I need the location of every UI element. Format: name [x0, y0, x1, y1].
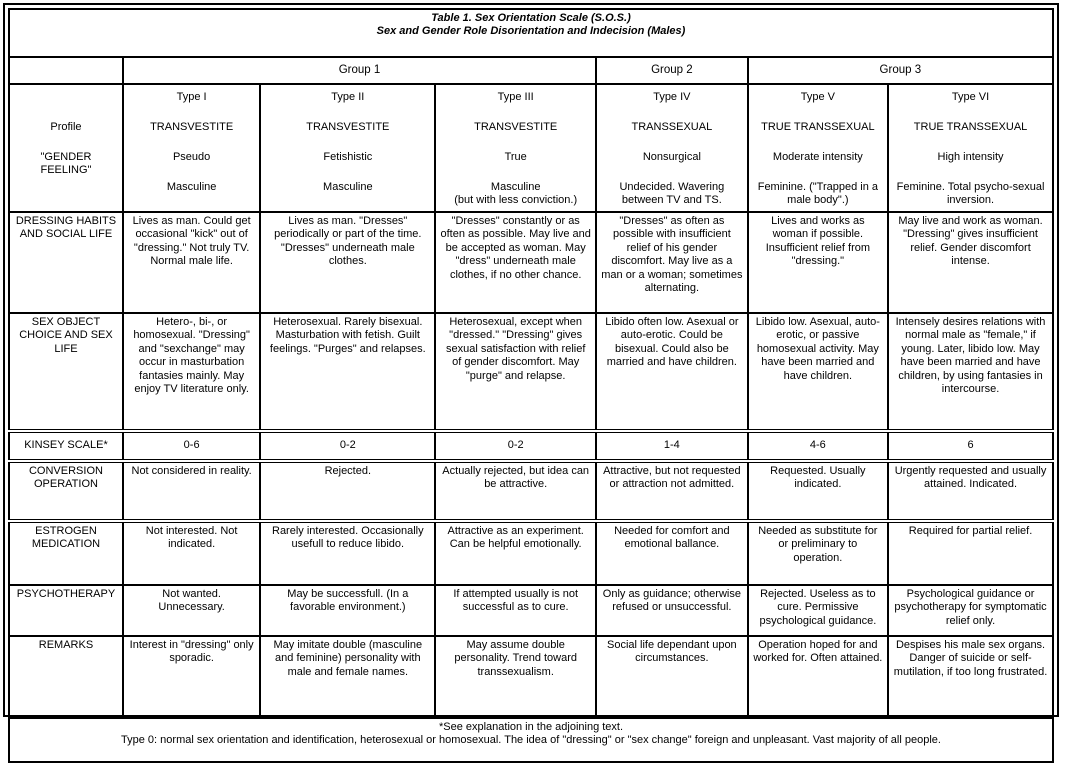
kinsey-scale-row: [9, 431, 1053, 461]
type-feeling: Undecided. Wavering between TV and TS.: [619, 181, 725, 207]
profile-type-3: [435, 84, 596, 212]
profile-type-6: [888, 84, 1053, 212]
cell-psychotherapy-type-3: If attempted usually is not successful as to cure.: [435, 585, 596, 636]
sos-table: [8, 8, 1054, 763]
cell-estrogen-type-1: Not interested. Not indicated.: [123, 521, 260, 585]
profile-label-line1: Profile: [50, 121, 82, 133]
cell-psychotherapy-type-2: May be successfull. (In a favorable environment.): [260, 585, 435, 636]
cell-sexobject-type-3: Heterosexual, except when "dressed." "Dressing" gives sexual satisfaction with relief of gender discomfort. May "purge" and relapse.: [435, 313, 596, 431]
row-label-sex-object: SEX OBJECT CHOICE AND SEX LIFE: [9, 313, 123, 431]
title-row: [9, 9, 1053, 57]
row-label-kinsey-scale: KINSEY SCALE*: [9, 431, 123, 461]
table-title-line2: Sex and Gender Role Disorientation and Indecision (Males): [376, 25, 686, 38]
cell-conversion-type-4: Attractive, but not requested or attraction not admitted.: [596, 461, 748, 521]
cell-sexobject-type-1: Hetero-, bi-, or homosexual. "Dressing" and "sexchange" may occur in masturbation fantasies mainly. May enjoy TV literature only.: [123, 313, 260, 431]
cell-kinsey-type-3: 0-2: [435, 431, 596, 461]
footnote-line1: *See explanation in the adjoining text.: [438, 721, 624, 733]
cell-conversion-type-2: Rejected.: [260, 461, 435, 521]
cell-estrogen-type-4: Needed for comfort and emotional ballance.: [596, 521, 748, 585]
type-feeling: Feminine. Total psycho-sexual inversion.: [896, 181, 1045, 207]
type-feeling: Masculine (but with less conviction.): [454, 181, 578, 207]
cell-remarks-type-3: May assume double personality. Trend toward transsexualism.: [435, 636, 596, 718]
cell-dressing-type-5: Lives and works as woman if possible. Insufficient relief from "dressing.": [748, 212, 888, 313]
table-title-line1: Table 1. Sex Orientation Scale (S.O.S.): [431, 12, 631, 24]
profile-label-grid: [14, 91, 118, 181]
footnote-line2: Type 0: normal sex orientation and identification, heterosexual or homosexual. The idea of "dressing" or "sex change" foreign and unpleasant. Vast majority of all people.: [121, 734, 941, 747]
footnote-row: [9, 718, 1053, 762]
psychotherapy-row: [9, 585, 1053, 636]
cell-kinsey-type-2: 0-2: [260, 431, 435, 461]
type-name: TRANSSEXUAL: [631, 121, 713, 133]
cell-psychotherapy-type-5: Rejected. Useless as to cure. Permissive psychological guidance.: [748, 585, 888, 636]
cell-sexobject-type-4: Libido often low. Asexual or auto-erotic. Could be bisexual. Could also be married and have children.: [596, 313, 748, 431]
type-number: Type III: [497, 91, 534, 103]
type-subtype: Moderate intensity: [772, 151, 863, 163]
cell-estrogen-type-3: Attractive as an experiment. Can be helpful emotionally.: [435, 521, 596, 585]
estrogen-medication-row: [9, 521, 1053, 585]
group-1-header: Group 1: [123, 57, 596, 84]
group-3-header: Group 3: [748, 57, 1053, 84]
profile-type-5: [748, 84, 888, 212]
type-name: TRANSVESTITE: [306, 121, 390, 133]
cell-conversion-type-3: Actually rejected, but idea can be attractive.: [435, 461, 596, 521]
type-name: TRANSVESTITE: [150, 121, 234, 133]
cell-remarks-type-2: May imitate double (masculine and feminine) personality with male and female names.: [260, 636, 435, 718]
type-subtype: High intensity: [937, 151, 1004, 163]
row-label-dressing-habits: DRESSING HABITS AND SOCIAL LIFE: [9, 212, 123, 313]
group-2-header: Group 2: [596, 57, 748, 84]
cell-remarks-type-1: Interest in "dressing" only sporadic.: [123, 636, 260, 718]
profile-type-1: [123, 84, 260, 212]
cell-dressing-type-6: May live and work as woman. "Dressing" gives insufficient relief. Gender discomfort intense.: [888, 212, 1053, 313]
cell-dressing-type-2: Lives as man. "Dresses" periodically or part of the time. "Dresses" underneath male clothes.: [260, 212, 435, 313]
cell-sexobject-type-2: Heterosexual. Rarely bisexual. Masturbation with fetish. Guilt feelings. "Purges" and relapses.: [260, 313, 435, 431]
cell-psychotherapy-type-6: Psychological guidance or psychotherapy for symptomatic relief only.: [888, 585, 1053, 636]
type-number: Type V: [800, 91, 835, 103]
cell-dressing-type-3: "Dresses" constantly or as often as possible. May live and be accepted as woman. May "dress" underneath male clothes, if no other chance.: [435, 212, 596, 313]
cell-sexobject-type-5: Libido low. Asexual, auto-erotic, or passive homosexual activity. May have been married and have children.: [748, 313, 888, 431]
row-label-conversion-operation: CONVERSION OPERATION: [9, 461, 123, 521]
profile-type-2: [260, 84, 435, 212]
profile-type-4: [596, 84, 748, 212]
cell-remarks-type-4: Social life dependant upon circumstances.: [596, 636, 748, 718]
cell-psychotherapy-type-1: Not wanted. Unnecessary.: [123, 585, 260, 636]
type-subtype: Nonsurgical: [642, 151, 701, 163]
type-feeling: Masculine: [166, 181, 217, 193]
cell-conversion-type-5: Requested. Usually indicated.: [748, 461, 888, 521]
cell-sexobject-type-6: Intensely desires relations with normal male as "female," if young. Later, libido low. May have been married and have children, by using fantasies in intercourse.: [888, 313, 1053, 431]
profile-label-line2: "GENDER FEELING": [40, 151, 92, 177]
conversion-operation-row: [9, 461, 1053, 521]
type-name: TRUE TRANSSEXUAL: [761, 121, 875, 133]
cell-kinsey-type-1: 0-6: [123, 431, 260, 461]
row-label-estrogen-medication: ESTROGEN MEDICATION: [9, 521, 123, 585]
cell-dressing-type-4: "Dresses" as often as possible with insufficient relief of his gender discomfort. May live as a man or a woman; sometimes alternating.: [596, 212, 748, 313]
type-subtype: Pseudo: [172, 151, 211, 163]
type-feeling: Masculine: [323, 181, 373, 193]
cell-estrogen-type-5: Needed as substitute for or preliminary to operation.: [748, 521, 888, 585]
cell-remarks-type-5: Operation hoped for and worked for. Often attained.: [748, 636, 888, 718]
type-feeling: Feminine. ("Trapped in a male body".): [757, 181, 878, 207]
remarks-row: [9, 636, 1053, 718]
type-number: Type I: [176, 91, 207, 103]
cell-kinsey-type-5: 4-6: [748, 431, 888, 461]
type-name: TRUE TRANSSEXUAL: [913, 121, 1028, 133]
cell-conversion-type-1: Not considered in reality.: [123, 461, 260, 521]
cell-kinsey-type-4: 1-4: [596, 431, 748, 461]
type-subtype: Fetishistic: [323, 151, 373, 163]
sex-object-row: [9, 313, 1053, 431]
type-number: Type IV: [653, 91, 691, 103]
profile-row-label: [9, 84, 123, 212]
cell-psychotherapy-type-4: Only as guidance; otherwise refused or unsuccessful.: [596, 585, 748, 636]
cell-kinsey-type-6: 6: [888, 431, 1053, 461]
type-subtype: True: [504, 151, 527, 163]
cell-remarks-type-6: Despises his male sex organs. Danger of suicide or self-mutilation, if too long frustrated.: [888, 636, 1053, 718]
profile-row: [9, 84, 1053, 212]
row-label-psychotherapy: PSYCHOTHERAPY: [9, 585, 123, 636]
type-name: TRANSVESTITE: [474, 121, 558, 133]
row-label-remarks: REMARKS: [9, 636, 123, 718]
type-number: Type VI: [951, 91, 990, 103]
page-border: [3, 3, 1059, 747]
table-title: [9, 9, 1053, 57]
group-header-row: [9, 57, 1053, 84]
footnotes: [9, 718, 1053, 762]
cell-dressing-type-1: Lives as man. Could get occasional "kick" out of "dressing." Not truly TV. Normal male life.: [123, 212, 260, 313]
dressing-habits-row: [9, 212, 1053, 313]
group-header-spacer: [9, 57, 123, 84]
type-number: Type II: [331, 91, 365, 103]
cell-estrogen-type-2: Rarely interested. Occasionally usefull to reduce libido.: [260, 521, 435, 585]
cell-estrogen-type-6: Required for partial relief.: [888, 521, 1053, 585]
cell-conversion-type-6: Urgently requested and usually attained. Indicated.: [888, 461, 1053, 521]
